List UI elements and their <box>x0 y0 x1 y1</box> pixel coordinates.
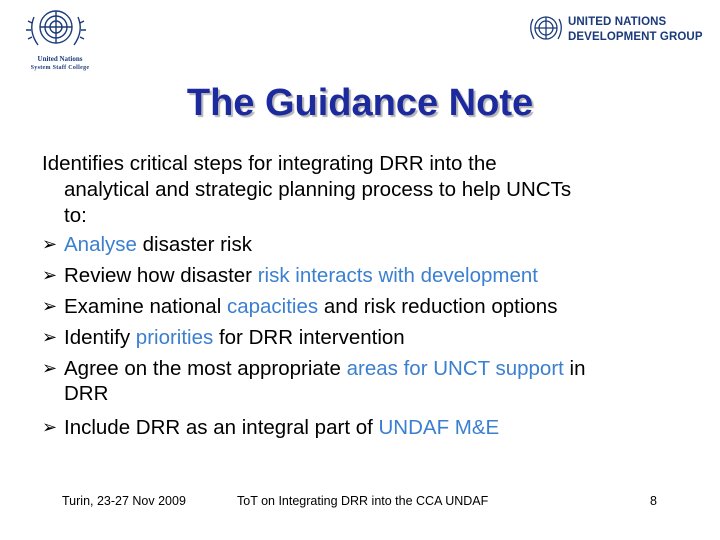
footer-date: Turin, 23-27 Nov 2009 <box>62 494 186 508</box>
logo-right-line1: UNITED NATIONS <box>568 16 667 28</box>
un-emblem-icon <box>528 10 564 46</box>
bullet-highlight: risk interacts with development <box>257 264 538 287</box>
slide-title: The Guidance Note <box>186 82 534 124</box>
logo-right-line2: DEVELOPMENT GROUP <box>568 31 703 43</box>
logo-left-line1: United Nations <box>37 55 83 63</box>
bullet-item: ➢ Identify priorities for DRR intervention <box>42 322 697 353</box>
arrow-bullet-icon: ➢ <box>42 265 58 285</box>
arrow-bullet-icon: ➢ <box>42 296 58 316</box>
bullet-list <box>42 229 697 443</box>
bullet-item: ➢ Review how disaster risk interacts with development <box>42 260 697 291</box>
bullet-highlight: capacities <box>226 295 319 318</box>
footer-title: ToT on Integrating DRR into the CCA UNDAF <box>237 494 489 508</box>
bullet-highlight: priorities <box>135 326 214 349</box>
bullet-item: ➢ Include DRR as an integral part of UNDAF M&E <box>42 412 697 443</box>
bullet-highlight: areas for UNCT support <box>346 357 564 380</box>
bullet-item: ➢ Analyse disaster risk <box>42 229 697 260</box>
bullet-highlight: Analyse <box>64 233 137 256</box>
bullet-item: ➢ Agree on the most appropriate areas for UNCT support in DRR <box>42 353 697 404</box>
bullet-highlight: UNDAF M&E <box>378 416 500 439</box>
arrow-bullet-icon: ➢ <box>42 327 58 347</box>
intro-line-3: to: <box>64 204 87 227</box>
intro-paragraph <box>42 150 697 229</box>
bullet-wrap-line: DRR <box>64 382 109 405</box>
arrow-bullet-icon: ➢ <box>42 234 58 254</box>
arrow-bullet-icon: ➢ <box>42 358 58 378</box>
intro-line-2: analytical and strategic planning process to help UNCTs <box>64 178 572 201</box>
bullet-item: ➢ Examine national capacities and risk reduction options <box>42 291 697 322</box>
arrow-bullet-icon: ➢ <box>42 417 58 437</box>
intro-line-1: Identifies critical steps for integrating DRR into the <box>42 152 497 175</box>
page-number: 8 <box>650 494 657 508</box>
logo-left-line2: System Staff College <box>30 65 90 71</box>
un-emblem-icon <box>22 5 90 53</box>
slide-body <box>42 150 697 443</box>
undg-logo <box>528 10 718 50</box>
unssc-logo <box>10 5 102 73</box>
